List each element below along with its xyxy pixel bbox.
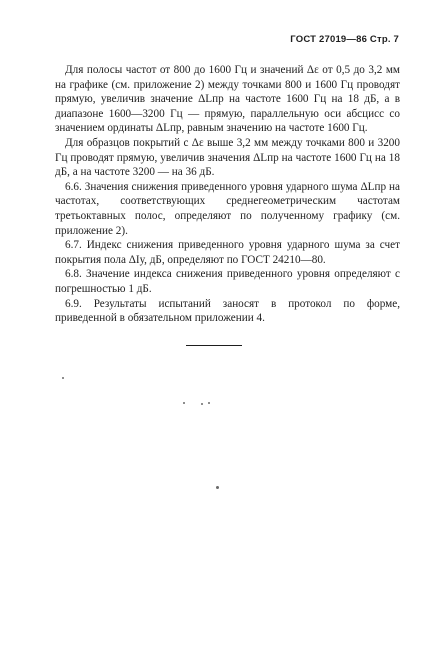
scan-speck bbox=[216, 486, 219, 489]
scan-speck bbox=[62, 377, 64, 379]
page-header: ГОСТ 27019—86 Стр. 7 bbox=[290, 34, 399, 45]
body-text bbox=[55, 63, 400, 326]
scan-speck bbox=[208, 402, 210, 404]
scan-speck bbox=[183, 402, 185, 404]
paragraph-6-9: 6.9. Результаты испытаний заносят в протокол по форме, приведенной в обязательном приложении 4. bbox=[55, 297, 400, 325]
paragraph-6-6: 6.6. Значения снижения приведенного уровня ударного шума ΔLпр на частотах, соответствующих среднегеометрическим частотам третьоктавных полос, определяют по полученному графику (см. приложение 2). bbox=[55, 180, 400, 237]
section-divider bbox=[186, 345, 242, 346]
paragraph-6-8: 6.8. Значение индекса снижения приведенного уровня определяют с погрешностью 1 дБ. bbox=[55, 268, 400, 295]
paragraph-coating-samples: Для образцов покрытий с Δε выше 3,2 мм между точками 800 и 3200 Гц проводят прямую, увеличив значения ΔLпр на частоте 1600 Гц на 18 дБ, а на частоте 3200 — на 36 дБ. bbox=[55, 136, 400, 179]
scan-speck bbox=[201, 403, 203, 405]
paragraph-frequency-band: Для полосы частот от 800 до 1600 Гц и значений Δε от 0,5 до 3,2 мм на графике (см. приложение 2) между точками 800 и 1600 Гц проводят прямую, увеличив значение ΔLпр на частоте 1600 Гц на 18 дБ, а в диапазоне 1600—3200 Гц — прямую, параллельную оси абсцисс со значением ординаты ΔLпр, равным значению на частоте 1600 Гц. bbox=[55, 64, 400, 135]
paragraph-6-7: 6.7. Индекс снижения приведенного уровня ударного шума за счет покрытия пола ΔIу, дБ, определяют по ГОСТ 24210—80. bbox=[55, 239, 400, 266]
